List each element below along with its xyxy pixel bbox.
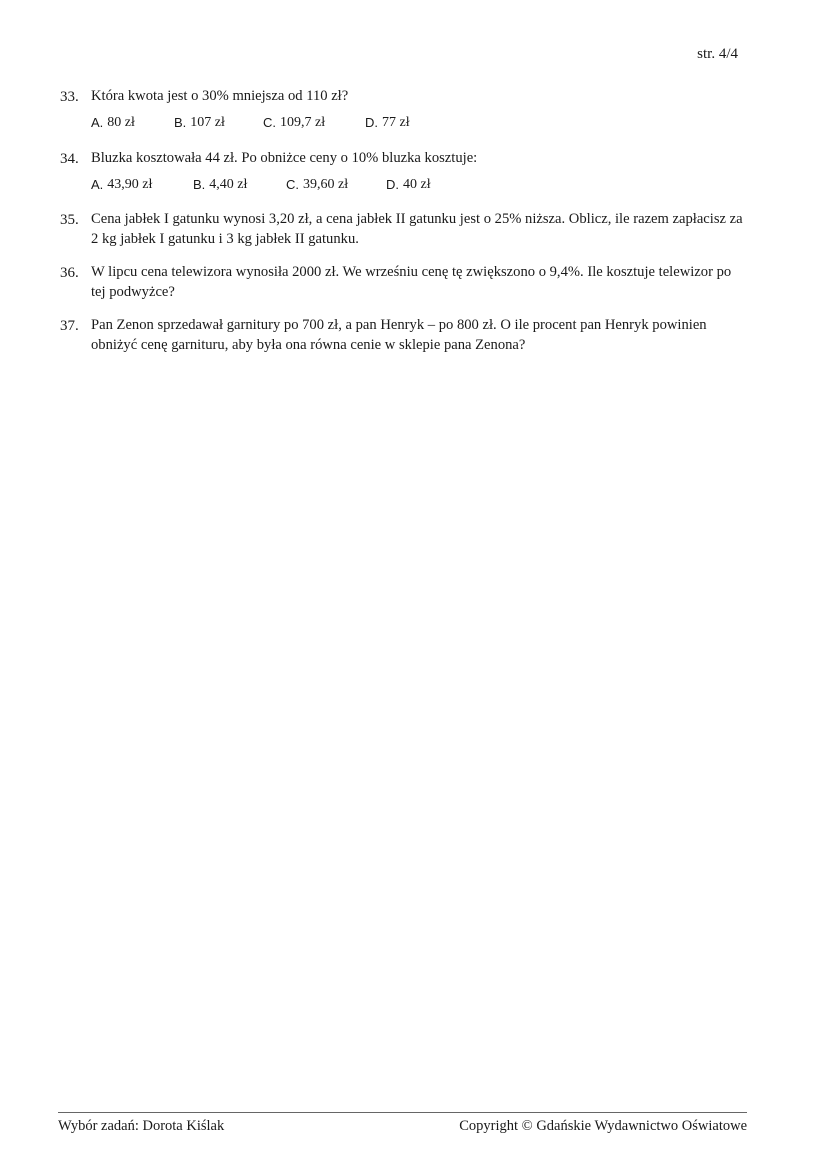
answer-c	[286, 175, 386, 195]
answer-value: 43,90 zł	[107, 177, 153, 192]
question-37	[58, 315, 748, 355]
answer-letter: C.	[263, 115, 276, 130]
answer-options	[91, 113, 748, 133]
answer-b	[174, 113, 263, 133]
question-number: 36.	[60, 265, 79, 281]
question-text: Bluzka kosztowała 44 zł. Po obniżce ceny o 10% bluzka kosztuje:	[91, 150, 478, 166]
answer-letter: B.	[174, 115, 187, 130]
answer-value: 80 zł	[107, 115, 135, 130]
question-35	[58, 209, 748, 249]
answer-value: 107 zł	[190, 115, 225, 130]
question-text: Cena jabłek I gatunku wynosi 3,20 zł, a cena jabłek II gatunku jest o 25% niższa. Oblicz, ile razem zapłacisz za 2 kg jabłek I gatunku i 3 kg jabłek II gatunku.	[91, 211, 743, 247]
answer-b	[193, 175, 286, 195]
answer-letter: A.	[91, 177, 104, 192]
answer-value: 39,60 zł	[303, 177, 349, 192]
footer-divider	[58, 1112, 747, 1113]
answer-d	[386, 175, 431, 195]
answer-a	[91, 175, 193, 195]
answer-a	[91, 113, 174, 133]
answer-letter: B.	[193, 177, 206, 192]
question-number: 33.	[60, 89, 79, 105]
question-33	[58, 86, 748, 133]
answer-value: 40 zł	[403, 177, 431, 192]
footer-copyright: Copyright © Gdańskie Wydawnictwo Oświatowe	[459, 1118, 747, 1134]
question-number: 37.	[60, 318, 79, 334]
question-number: 34.	[60, 151, 79, 167]
answer-options	[91, 175, 748, 195]
answer-c	[263, 113, 365, 133]
question-text: Pan Zenon sprzedawał garnitury po 700 zł, a pan Henryk – po 800 zł. O ile procent pan Henryk powinien obniżyć cenę garnituru, aby była ona równa cenie w sklepie pana Zenona?	[91, 317, 707, 353]
answer-value: 4,40 zł	[209, 177, 248, 192]
question-list	[58, 86, 748, 355]
answer-value: 77 zł	[382, 115, 410, 130]
answer-value: 109,7 zł	[280, 115, 326, 130]
question-number: 35.	[60, 212, 79, 228]
answer-d	[365, 113, 410, 133]
question-36	[58, 262, 748, 302]
answer-letter: C.	[286, 177, 299, 192]
footer-author: Wybór zadań: Dorota Kiślak	[58, 1118, 225, 1134]
question-34	[58, 148, 748, 195]
page-number: str. 4/4	[697, 46, 738, 62]
question-text: W lipcu cena telewizora wynosiła 2000 zł. We wrześniu cenę tę zwiększono o 9,4%. Ile kosztuje telewizor po tej podwyżce?	[91, 264, 732, 300]
question-text: Która kwota jest o 30% mniejsza od 110 zł?	[91, 88, 349, 104]
answer-letter: A.	[91, 115, 104, 130]
answer-letter: D.	[365, 115, 378, 130]
answer-letter: D.	[386, 177, 399, 192]
